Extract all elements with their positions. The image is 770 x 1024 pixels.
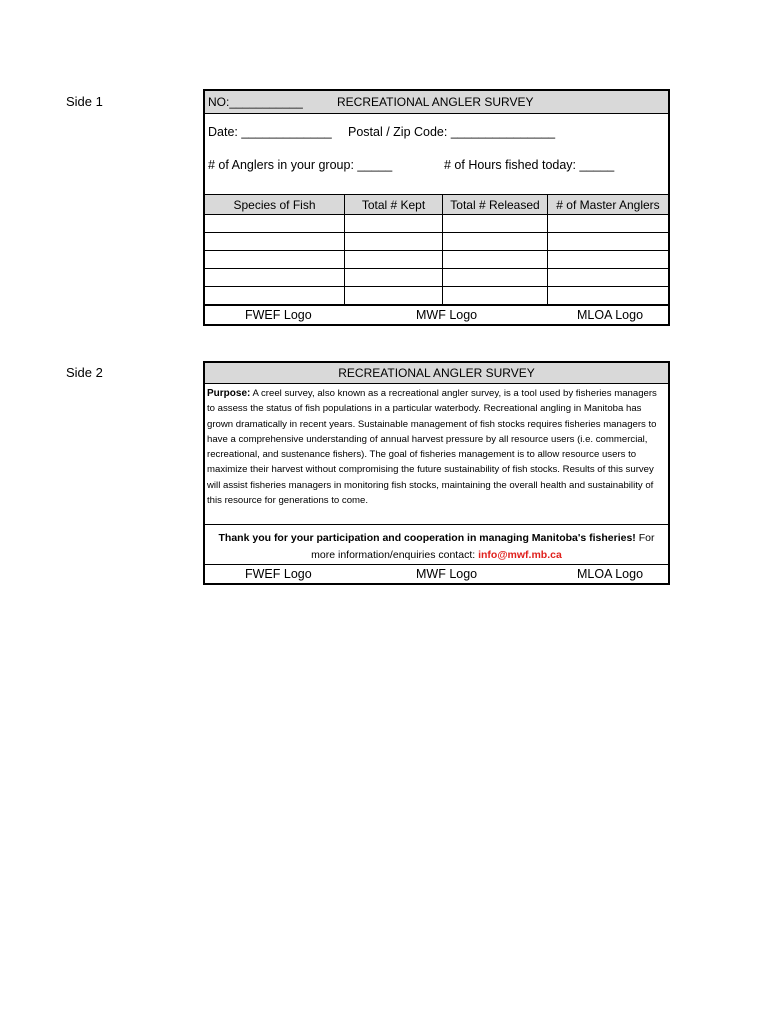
contact-email-link[interactable]: info@mwf.mb.ca — [478, 549, 562, 561]
table-cell[interactable] — [443, 251, 548, 269]
table-cell[interactable] — [205, 287, 345, 305]
table-row — [205, 269, 668, 287]
table-cell[interactable] — [548, 269, 669, 287]
table-row — [205, 233, 668, 251]
hours-fished-field[interactable]: # of Hours fished today: _____ — [444, 158, 615, 172]
table-row — [205, 215, 668, 233]
table-cell[interactable] — [345, 251, 443, 269]
table-cell[interactable] — [548, 287, 669, 305]
mwf-logo: MWF Logo — [416, 567, 478, 581]
thank-you-message — [207, 530, 666, 564]
anglers-count-field[interactable]: # of Anglers in your group: _____ — [208, 158, 393, 172]
logo-row — [205, 305, 668, 326]
logo-row — [205, 564, 668, 585]
table-cell[interactable] — [345, 287, 443, 305]
date-field[interactable]: Date: _____________ — [208, 125, 332, 139]
form-title: RECREATIONAL ANGLER SURVEY — [337, 95, 534, 109]
table-cell[interactable] — [443, 215, 548, 233]
divider — [205, 524, 668, 525]
survey-form-side-2 — [203, 361, 670, 585]
column-header: Total # Kept — [345, 195, 443, 215]
survey-form-side-1 — [203, 89, 670, 326]
table-cell[interactable] — [345, 215, 443, 233]
side-1-label: Side 1 — [66, 94, 103, 109]
table-row — [205, 251, 668, 269]
mloa-logo: MLOA Logo — [577, 567, 644, 581]
table-cell[interactable] — [548, 251, 669, 269]
table-cell[interactable] — [548, 215, 669, 233]
table-cell[interactable] — [205, 251, 345, 269]
purpose-label: Purpose: — [207, 388, 251, 399]
fwef-logo: FWEF Logo — [245, 308, 312, 322]
table-cell[interactable] — [548, 233, 669, 251]
fwef-logo: FWEF Logo — [245, 567, 312, 581]
postal-code-field[interactable]: Postal / Zip Code: _______________ — [348, 125, 556, 139]
side-2-label: Side 2 — [66, 365, 103, 380]
thanks-bold-text: Thank you for your participation and cooperation in managing Manitoba's fisheries! — [218, 532, 636, 544]
mloa-logo: MLOA Logo — [577, 308, 644, 322]
table-cell[interactable] — [205, 215, 345, 233]
column-header: Species of Fish — [205, 195, 345, 215]
purpose-paragraph — [207, 386, 665, 508]
form-title: RECREATIONAL ANGLER SURVEY — [205, 363, 668, 384]
thanks-text: For more information/enquiries contact: — [311, 532, 655, 561]
form-number-field[interactable]: NO:___________ — [208, 95, 303, 109]
column-header: # of Master Anglers — [548, 195, 669, 215]
table-cell[interactable] — [443, 233, 548, 251]
table-cell[interactable] — [443, 269, 548, 287]
table-row — [205, 287, 668, 305]
column-header: Total # Released — [443, 195, 548, 215]
catch-table — [205, 194, 668, 305]
mwf-logo: MWF Logo — [416, 308, 478, 322]
form-header — [205, 91, 668, 114]
table-cell[interactable] — [345, 269, 443, 287]
table-cell[interactable] — [205, 233, 345, 251]
purpose-text: A creel survey, also known as a recreational angler survey, is a tool used by fisheries managers to assess the status of fish populations in a particular waterbody. Recreational angling in Manitoba has grown dramatically in recent years. Sustainable management of fish stocks requires fisheries managers to have a comprehensive understanding of annual harvest pressure by all resource users (i.e. commercial, recreational, and sustenance fishers). The goal of fisheries management is to allow resource users to maximize their harvest without compromising the future sustainability of fish stocks. Results of this survey will assist fisheries managers in monitoring fish stocks, maintaining the overall health and sustainability of this resource for generations to come. — [207, 388, 657, 507]
table-cell[interactable] — [345, 233, 443, 251]
table-cell[interactable] — [205, 269, 345, 287]
table-cell[interactable] — [443, 287, 548, 305]
catch-table-header — [205, 195, 668, 215]
